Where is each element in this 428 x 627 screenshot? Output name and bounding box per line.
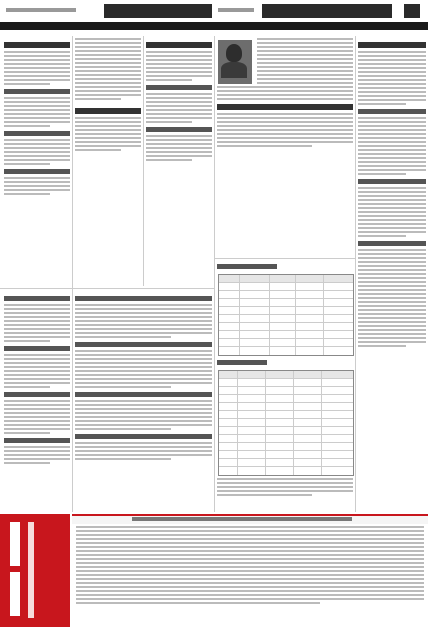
bottom-left-banner	[0, 514, 70, 627]
table-title-2	[217, 358, 353, 368]
section-title-left	[104, 4, 212, 18]
portrait-photo	[218, 40, 252, 84]
header-meta-left	[6, 8, 76, 12]
article-headline	[146, 42, 212, 48]
list-item	[4, 392, 70, 397]
article-headline	[358, 241, 426, 246]
article-headline	[4, 131, 70, 136]
article-headline	[146, 85, 212, 90]
article-headline	[146, 127, 212, 132]
footer-body	[76, 526, 424, 624]
article-headline	[358, 109, 426, 114]
list-item	[75, 342, 212, 347]
list-item	[4, 296, 70, 301]
data-table-2	[218, 370, 354, 476]
article-column-1	[4, 38, 70, 286]
table-title-1	[217, 262, 353, 272]
section-title-right	[262, 4, 392, 18]
section-rule	[0, 288, 214, 289]
table-notes	[217, 478, 353, 512]
article-headline	[4, 169, 70, 174]
feature-headline	[217, 104, 353, 110]
article-headline	[4, 42, 70, 48]
header-meta-mid	[218, 8, 254, 12]
page-header	[0, 0, 428, 34]
list-item	[75, 392, 212, 397]
article-column-3	[146, 38, 212, 286]
article-column-2	[75, 38, 141, 286]
list-item	[75, 296, 212, 301]
footer-title-bar	[72, 514, 428, 524]
list-item	[4, 346, 70, 351]
column-rule	[355, 36, 356, 512]
header-band	[0, 22, 428, 30]
column-rule	[72, 36, 73, 512]
list-item	[75, 434, 212, 439]
lower-left-list	[4, 292, 70, 512]
lower-mid-list	[75, 292, 212, 512]
data-table-1	[218, 274, 354, 356]
column-rule	[143, 36, 144, 286]
article-headline	[358, 42, 426, 48]
article-column-right	[358, 38, 426, 512]
list-item	[4, 438, 70, 443]
column-rule	[214, 36, 215, 512]
section-rule	[214, 258, 355, 259]
page-number	[404, 4, 420, 18]
article-headline	[4, 89, 70, 94]
article-headline	[358, 179, 426, 184]
